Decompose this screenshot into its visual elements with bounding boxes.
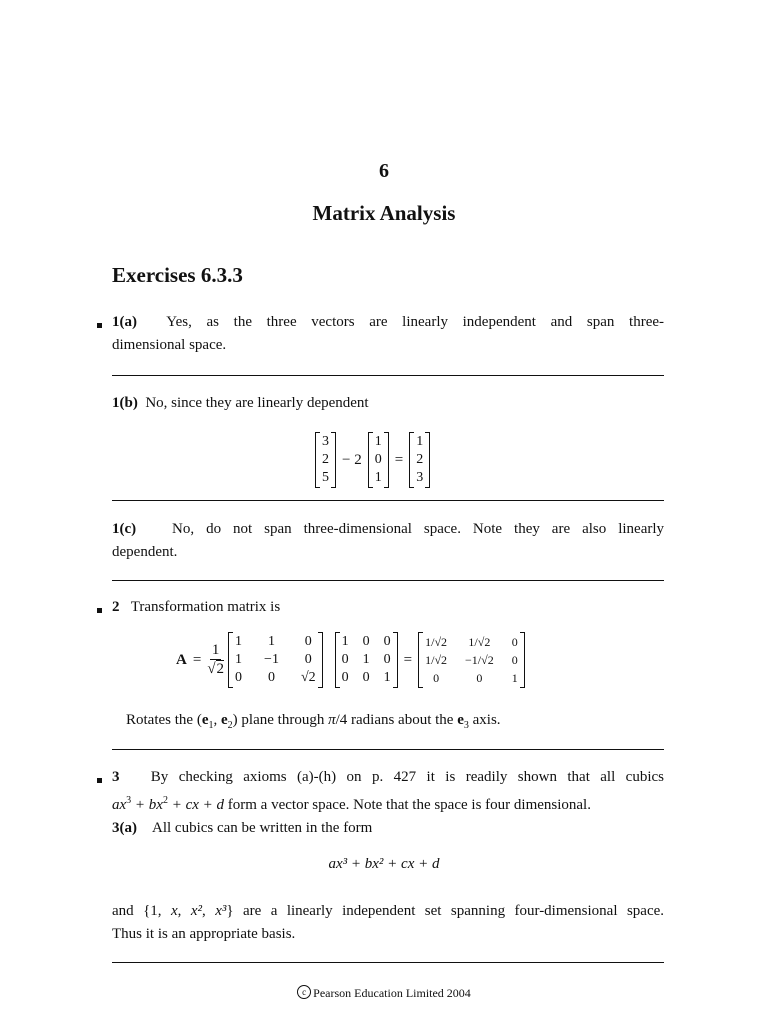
exercise-label: 1(a)	[112, 314, 137, 330]
exercise-2	[112, 596, 664, 619]
matrix-entry: 0	[341, 670, 349, 685]
matrix-entry: 1	[235, 634, 243, 649]
divider	[112, 749, 664, 750]
basis-element: x²	[190, 903, 202, 919]
exercise-text: No, do not span three-dimensional space. Note they are also linearly	[172, 521, 665, 537]
exercise-text: form a vector space. Note that the space is four dimensional.	[224, 797, 591, 813]
divider	[112, 962, 664, 963]
exercise-label: 2	[112, 599, 120, 615]
note-text: axis.	[468, 712, 501, 728]
note-text: ,	[213, 712, 221, 728]
exercise-text: ,	[202, 903, 216, 919]
cubic-display	[0, 856, 768, 873]
fraction-denominator: √2	[207, 661, 225, 677]
basis-element: x³	[215, 903, 227, 919]
exercise-text: Yes, as the three vectors are linearly independent and span three-	[166, 314, 665, 330]
subscript: 1	[208, 720, 214, 731]
bullet-marker	[97, 323, 102, 328]
matrix-entry: 0	[511, 653, 518, 667]
bullet-marker	[97, 778, 102, 783]
exercise-label: 3	[112, 769, 120, 785]
exercise-text: and {1,	[112, 903, 171, 919]
copyright-text: Pearson Education Limited 2004	[313, 986, 471, 1000]
matrix-entry: 0	[304, 652, 312, 667]
matrix-entry: 0	[341, 652, 349, 667]
subscript: 3	[463, 720, 469, 731]
exercise-label: 1(b)	[112, 395, 138, 411]
vector-3	[409, 432, 430, 488]
dependency-equation	[315, 432, 430, 488]
copyright-footer	[0, 985, 768, 1001]
exercise-text: All cubics can be written in the form	[152, 820, 373, 836]
divider	[112, 375, 664, 376]
equals-sign: =	[192, 651, 202, 668]
exercise-1c	[112, 518, 664, 564]
matrix-entry: 0	[433, 671, 440, 685]
vector-2	[368, 432, 389, 488]
exercise-text: dimensional space.	[112, 337, 227, 353]
exercise-text: ,	[177, 903, 191, 919]
exercise-text: By checking axioms (a)-(h) on p. 427 it is readily shown that all cubics	[150, 769, 665, 785]
basis-vector: e	[201, 712, 209, 728]
vector-entry: 3	[416, 470, 424, 485]
exercise-1a	[112, 311, 664, 357]
matrix-entry: √2	[300, 670, 316, 685]
subscript: 2	[227, 720, 233, 731]
matrix-entry: 0	[235, 670, 243, 685]
vector-entry: 5	[322, 470, 329, 485]
matrix-entry: 0	[383, 634, 391, 649]
equals-sign: =	[394, 451, 404, 468]
matrix-entry: −1/√2	[465, 653, 494, 667]
matrix-entry: 1	[383, 670, 391, 685]
note-text: /4 radians about the	[335, 712, 458, 728]
matrix-entry: 0	[304, 634, 312, 649]
vector-entry: 0	[374, 452, 382, 467]
matrix-entry: 1/√2	[468, 635, 491, 649]
cubic-expression: $ax^3 + bx^2$ + cx + d	[112, 795, 225, 813]
pi-symbol: π	[328, 712, 336, 728]
cubic-formula: ax³ + bx² + cx + d	[328, 856, 440, 872]
exercise-text: No, since they are linearly dependent	[145, 395, 369, 411]
exercise-3	[112, 766, 664, 840]
chapter-number: 6	[379, 160, 389, 182]
transformation-equation	[176, 632, 525, 688]
matrix-entry: 1	[268, 634, 275, 649]
copyright-icon: c	[297, 985, 311, 999]
scalar-fraction	[207, 642, 224, 678]
bullet-marker	[97, 608, 102, 613]
vector-entry: 1	[416, 434, 424, 449]
coefficient: − 2	[342, 451, 362, 468]
vector-entry: 1	[374, 470, 382, 485]
divider	[112, 500, 664, 501]
divider	[112, 580, 664, 581]
basis-element: x	[170, 903, 178, 919]
exercise-text: Thus it is an appropriate basis.	[112, 926, 296, 942]
vector-entry: 3	[322, 434, 329, 449]
rotation-note	[126, 709, 646, 737]
fraction-radicand: 2	[216, 661, 225, 677]
matrix-1	[228, 632, 323, 688]
fraction-numerator: 1	[211, 642, 220, 658]
exercise-label: 1(c)	[112, 521, 137, 537]
matrix-entry: −1	[264, 652, 279, 667]
exercise-label: 3(a)	[112, 820, 137, 836]
matrix-entry: 1/√2	[425, 653, 448, 667]
vector-entry: 2	[416, 452, 424, 467]
matrix-entry: 0	[511, 635, 518, 649]
vector-entry: 1	[374, 434, 382, 449]
matrix-entry: 1	[235, 652, 243, 667]
matrix-symbol: A	[176, 651, 187, 668]
matrix-entry: 1	[341, 634, 349, 649]
exercise-text: dependent.	[112, 544, 178, 560]
note-text: Rotates the (	[126, 712, 202, 728]
matrix-entry: 0	[383, 652, 391, 667]
exercise-text: Transformation matrix is	[130, 599, 281, 615]
matrix-entry: 0	[362, 634, 370, 649]
vector-entry: 2	[322, 452, 329, 467]
matrix-entry: 0	[476, 671, 483, 685]
chapter-title: Matrix Analysis	[312, 201, 456, 225]
section-title: Exercises 6.3.3	[112, 263, 243, 287]
matrix-entry: 0	[362, 670, 370, 685]
matrix-entry: 1/√2	[425, 635, 448, 649]
matrix-entry: 1	[511, 671, 518, 685]
exercise-text: } are a linearly independent set spanning four-dimensional space.	[226, 903, 665, 919]
basis-vector: e	[457, 712, 464, 728]
basis-vector: e	[221, 712, 228, 728]
exercise-3-basis	[112, 900, 664, 946]
vector-1	[315, 432, 336, 488]
matrix-entry: 1	[362, 652, 370, 667]
matrix-result	[418, 632, 525, 688]
note-text: ) plane through	[232, 712, 329, 728]
matrix-2	[335, 632, 398, 688]
matrix-entry: 0	[268, 670, 275, 685]
exercise-1b	[112, 392, 664, 415]
equals-sign: =	[403, 651, 413, 668]
